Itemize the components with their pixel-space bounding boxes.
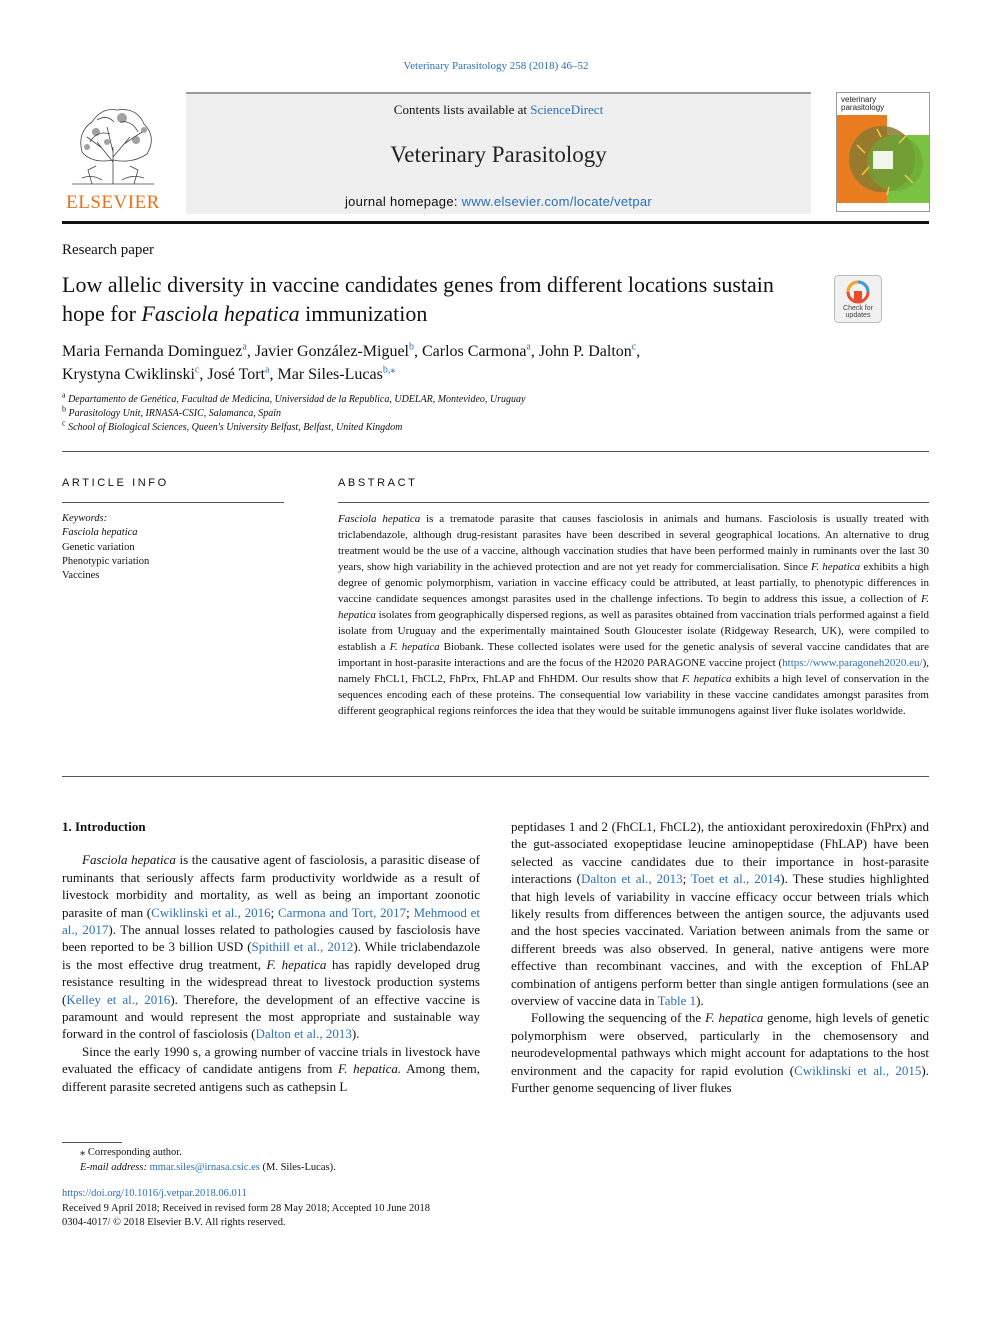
title-part1: Low allelic diversity in vaccine candidates genes from different locations sustain hope for [62, 272, 774, 326]
author-separator: , [636, 343, 641, 360]
homepage-prefix: journal homepage: [344, 194, 462, 209]
abstract-segment: is a trematode parasite that causes fasciolosis in animals and humans. Fasciolosis is usually treated with triclabendazole, although drug-resistant parasites have been described in several geographical locations. An alternative to drug treatment would be the use of a vaccine, although vaccination studies that have been performed mainly in ruminants over the last 30 years, show high variability in the achieved protection and are not yet ready for commercialisation. Since [338, 513, 929, 573]
crossmark-line1: Check for [843, 305, 873, 312]
affiliation [62, 418, 862, 435]
section-rule [62, 451, 929, 452]
author-separator: , [414, 343, 422, 360]
keyword[interactable]: Vaccines [62, 570, 100, 582]
author[interactable]: Mar Siles-Lucas [277, 366, 383, 383]
affiliation-label: c [62, 418, 66, 428]
abstract-italic: Fasciola hepatica [338, 513, 421, 525]
author-affil-mark[interactable]: b [409, 341, 414, 353]
contents-line [186, 102, 811, 118]
affiliation-label: a [62, 390, 66, 400]
author-list [62, 340, 822, 386]
text-segment: Since the early 1990 s, a growing number of vaccine trials in livestock have evaluated the efficacy of candidate antigens from [62, 1043, 480, 1077]
author[interactable]: José Tort [207, 366, 266, 383]
email-note [62, 1161, 482, 1176]
title-part2: immunization [299, 301, 428, 326]
article-type: Research paper [62, 242, 155, 258]
affiliation-text: Parasitology Unit, IRNASA-CSIC, Salamanca, Spain [68, 408, 281, 419]
sciencedirect-link[interactable]: ScienceDirect [530, 102, 604, 117]
copyright-line: 0304-4017/ © 2018 Elsevier B.V. All rights reserved. [62, 1217, 286, 1228]
author[interactable]: Krystyna Cwiklinski [62, 366, 195, 383]
text-segment: ; [406, 904, 414, 920]
text-segment: ; [682, 871, 692, 887]
corresponding-author-note: ⁎ Corresponding author. [80, 1147, 182, 1158]
affiliation-text: Departamento de Genética, Facultad de Medicina, Universidad de la Republica, UDELAR, Montevideo, Uruguay [68, 394, 526, 405]
journal-name: Veterinary Parasitology [390, 142, 607, 167]
contents-prefix: Contents lists available at [393, 102, 531, 117]
journal-header-box [186, 92, 811, 214]
author-affil-mark[interactable]: c [194, 364, 200, 376]
text-segment: ). While triclabendazole is the most effective drug treatment, [62, 939, 480, 972]
article-info-heading: ARTICLE INFO [62, 477, 169, 489]
paragraph-continued [511, 818, 929, 1009]
keyword[interactable]: Fasciola hepatica [62, 527, 138, 539]
text-segment: Following the sequencing of the [531, 1010, 706, 1026]
author-affil-mark[interactable]: b,⁎ [382, 364, 396, 376]
journal-citation-line[interactable]: Veterinary Parasitology 258 (2018) 46–52 [403, 60, 589, 72]
abstract-heading: ABSTRACT [338, 477, 418, 489]
body-column-left [62, 818, 480, 1095]
author-separator: , [199, 366, 208, 383]
italic-term: F. hepatica [266, 956, 327, 972]
affiliation-text: School of Biological Sciences, Queen's University Belfast, Belfast, United Kingdom [68, 422, 403, 433]
article-title [62, 270, 822, 328]
author-affil-mark[interactable]: a [242, 341, 247, 353]
affiliation [62, 390, 862, 407]
text-segment: ). [696, 993, 704, 1009]
author-separator: , [269, 366, 278, 383]
text-segment: has rapidly developed drug resistance resulting in the widespread threat to livestock production systems ( [62, 956, 481, 1007]
citation-link[interactable]: Kelley et al., 2016 [66, 991, 171, 1007]
paragraph [62, 851, 480, 1042]
text-segment: is the causative agent of fasciolosis, a parasitic disease of ruminants that seriously affects farm productivity worldwide as a result of livestock morbidity and mortality, as well as being an important zoonotic parasite of man ( [62, 852, 480, 920]
footnote-rule [62, 1142, 122, 1143]
text-segment: ). [351, 1026, 360, 1042]
paragraph [62, 1043, 480, 1095]
text-segment: Among them, different parasite secreted antigens such as cathepsin L [62, 1061, 480, 1094]
italic-term: F. hepatica. [338, 1061, 402, 1077]
abstract-segment: isolates from geographically dispersed regions, as well as parasites obtained from vaccination trials performed against a field isolate from Uruguay and the experimentally maintained South Gloucester isolate (Ridgeway Research, UK), were compiled to establish a [338, 609, 929, 653]
italic-term: F. hepatica [705, 1010, 764, 1026]
abstract-rule [338, 502, 929, 503]
text-segment: genome, high levels of genetic polymorphism were observed, particularly in the chemosensory and neurodevelopmental pathways which might account for adaptations to the host environment and the capacity for rapid evolution ( [511, 1010, 930, 1078]
citation-link[interactable]: Spithill et al., 2012 [251, 939, 354, 955]
text-segment: peptidases 1 and 2 (FhCL1, FhCL2), the antioxidant peroxiredoxin (FhPrx) and the gut-associated exopeptidase leucine aminopeptidase (FhLAP) have been selected as vaccine candidates due to their importance in host-parasite interactions ( [511, 819, 929, 887]
citation-link[interactable]: Mehmood et al., 2017 [62, 904, 480, 938]
author-separator: , [530, 343, 539, 360]
cover-title-line2: parasitology [841, 103, 885, 112]
abstract-segment: ), namely FhCL1, FhCL2, FhPrx, FhLAP and FhHDM. Our results show that [338, 657, 929, 685]
author-affil-mark[interactable]: a [526, 341, 531, 353]
crossmark-line2: updates [845, 312, 871, 319]
elsevier-logo [62, 92, 164, 212]
citation-link[interactable]: Cwiklinski et al., 2015 [794, 1062, 922, 1078]
author[interactable]: Javier González-Miguel [254, 343, 409, 360]
abstract-segment: exhibits a high degree of genomic polymorphism, variation in vaccine efficacy could be attributed, at least partially, to phenotypic differences in vaccine candidate sequences amongst parasites used in the challenge infections. To begin to address this issue, a collection of [338, 561, 929, 605]
paragone-link[interactable]: https://www.paragoneh2020.eu/ [782, 657, 923, 669]
doi-link[interactable]: https://doi.org/10.1016/j.vetpar.2018.06.011 [62, 1188, 247, 1199]
paragraph [511, 1009, 929, 1096]
text-segment: ). Further genome sequencing of liver flukes [511, 1062, 929, 1096]
author[interactable]: Carlos Carmona [422, 343, 527, 360]
text-segment: ; [270, 904, 278, 920]
abstract-italic: F. hepatica [389, 641, 440, 653]
journal-cover-thumbnail[interactable] [836, 92, 930, 212]
journal-homepage-line [186, 194, 811, 209]
abstract-italic: F. hepatica [681, 673, 732, 685]
italic-term: Fasciola hepatica [82, 852, 176, 868]
text-segment: ). The annual losses related to pathologies caused by fasciolosis have been reported to be 3 billion USD ( [62, 922, 481, 955]
keyword[interactable]: Phenotypic variation [62, 555, 150, 567]
check-for-updates-badge[interactable] [834, 275, 882, 323]
citation-link[interactable]: Cwiklinski et al., 2016 [151, 904, 271, 920]
keyword[interactable]: Genetic variation [62, 541, 135, 553]
affiliation-label: b [62, 404, 66, 414]
crossmark-label [834, 305, 882, 319]
cover-title-line1: veterinary [841, 95, 877, 104]
email-label: E-mail address: [80, 1161, 150, 1173]
footnotes [62, 1146, 482, 1175]
citation-link[interactable]: Toet et al., 2014 [691, 871, 781, 887]
email-suffix: (M. Siles-Lucas). [259, 1161, 336, 1173]
received-dates: Received 9 April 2018; Received in revised form 28 May 2018; Accepted 10 June 2018 [62, 1202, 430, 1214]
header-rule [62, 221, 929, 224]
section-heading-introduction: 1. Introduction [62, 819, 146, 834]
abstract-segment: Biobank. These collected isolates were used for the genetic analysis of several vaccine candidates that are important in host-parasite interactions and are the focus of the H2020 PARAGONE vaccine project ( [338, 641, 929, 669]
article-info-rule [62, 502, 284, 503]
keywords-label: Keywords: [62, 513, 108, 524]
abstract-text [338, 511, 929, 719]
abstract-italic: F. hepatica [338, 593, 929, 621]
author-affil-mark[interactable]: c [631, 341, 637, 353]
cover-art-icon [837, 115, 929, 205]
author[interactable]: Maria Fernanda Dominguez [62, 343, 243, 360]
keywords-block [62, 512, 284, 583]
author[interactable]: John P. Dalton [538, 343, 632, 360]
citation-link[interactable]: Dalton et al., 2013 [255, 1026, 352, 1042]
text-segment: ). Therefore, the development of an effective vaccine is paramount and would represent the most appropriate and sustainable way forward in the control of fasciolosis ( [62, 991, 480, 1042]
email-link[interactable]: mmar.siles@irnasa.csic.es [149, 1161, 260, 1173]
title-italic: Fasciola hepatica [141, 301, 300, 326]
publisher-name: ELSEVIER [66, 192, 160, 213]
section-rule [62, 776, 929, 777]
affiliations [62, 390, 862, 435]
cover-title [841, 96, 884, 112]
abstract-italic: F. hepatica [811, 561, 861, 573]
abstract-segment: exhibits a high level of conservation in the sequences encoding each of these proteins. The consequential low variability in these vaccine candidates amongst parasites from different geographical regions reinforces the idea that they would be suitable immunogens against liver fluke isolates worldwide. [338, 673, 929, 717]
table-link[interactable]: Table 1 [657, 993, 697, 1009]
publication-info [62, 1187, 502, 1231]
author-separator: , [246, 343, 255, 360]
citation-link[interactable]: Dalton et al., 2013 [580, 871, 683, 887]
affiliation [62, 404, 862, 421]
body-column-right [511, 818, 929, 1097]
text-segment: ). These studies highlighted that high levels of variability in vaccine efficacy occur between trials which likely results from differences between the antigen source, the adjuvants used and the host species vaccinated. Variation between animals from the same or different breeds was also observed. In general, native antigens were more effective than recombinant vaccines, and with the exception of FhLAP combination of antigens perform better than single antigen formulations (see an overview of vaccine data in [511, 871, 929, 1009]
journal-homepage-link[interactable]: www.elsevier.com/locate/vetpar [461, 194, 653, 209]
author-affil-mark[interactable]: a [265, 364, 270, 376]
citation-link[interactable]: Carmona and Tort, 2017 [278, 904, 407, 920]
